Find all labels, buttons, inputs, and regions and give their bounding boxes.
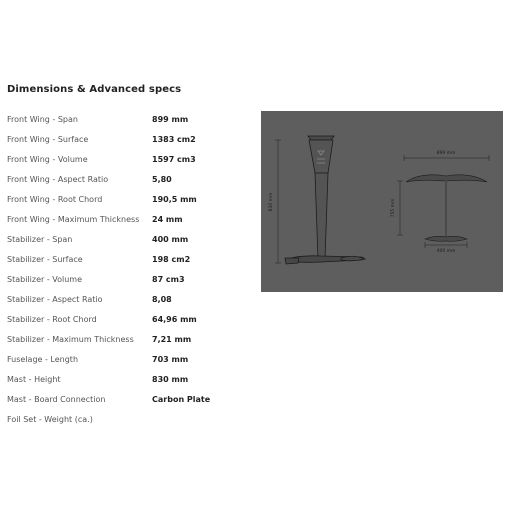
spec-value: 87 cm3 [152,275,185,284]
spec-row [7,130,247,150]
spec-label: Stabilizer - Aspect Ratio [7,295,103,304]
spec-row [7,330,247,350]
mast-head [309,140,333,173]
spec-label: Front Wing - Span [7,115,78,124]
spec-row [7,170,247,190]
spec-row [7,310,247,330]
spec-value: 899 mm [152,115,189,124]
mast-top-plate [308,136,334,140]
spec-label: Front Wing - Maximum Thickness [7,215,140,224]
spec-label: Stabilizer - Span [7,235,73,244]
spec-value: 7,21 mm [152,335,192,344]
spec-label: Front Wing - Volume [7,155,88,164]
spec-value: 8,08 [152,295,172,304]
spec-label: Front Wing - Surface [7,135,89,144]
spec-label: Fuselage - Length [7,355,79,364]
front-view [397,155,489,248]
spec-value: 1597 cm3 [152,155,196,164]
spec-value: 190,5 mm [152,195,197,204]
spec-row [7,410,247,430]
mast-front [445,180,447,240]
side-view [275,136,365,264]
spec-label: Front Wing - Aspect Ratio [7,175,109,184]
spec-row [7,270,247,290]
spec-value: 703 mm [152,355,189,364]
spec-value: 830 mm [152,375,189,384]
front-wing-span-label: 899 mm [436,151,456,156]
stabilizer-front [425,236,467,241]
spec-value: 64,96 mm [152,315,197,324]
spec-row [7,230,247,250]
spec-label: Mast - Board Connection [7,395,106,404]
spec-row [7,350,247,370]
section-title: Dimensions & Advanced specs [7,84,182,95]
spec-row [7,390,247,410]
spec-label: Mast - Height [7,375,61,384]
spec-value: 1383 cm2 [152,135,196,144]
mast [315,173,328,259]
front-height-label: 755 mm [391,198,396,218]
spec-row [7,290,247,310]
spec-row [7,150,247,170]
spec-label: Stabilizer - Root Chord [7,315,97,324]
spec-value: Carbon Plate [152,395,211,404]
stabilizer-side [285,258,299,264]
specs-list [7,110,247,430]
spec-label: Stabilizer - Volume [7,275,82,284]
stabilizer-span-label: 400 mm [436,249,456,254]
spec-row [7,110,247,130]
spec-label: Foil Set - Weight (ca.) [7,415,93,424]
spec-value: 24 mm [152,215,183,224]
foil-diagram [261,111,503,292]
spec-value: 400 mm [152,235,189,244]
spec-label: Stabilizer - Maximum Thickness [7,335,134,344]
mast-height-label: 830 mm [269,192,274,212]
spec-label: Front Wing - Root Chord [7,195,103,204]
spec-row [7,370,247,390]
spec-row [7,210,247,230]
spec-label: Stabilizer - Surface [7,255,83,264]
foil-diagram-panel [261,111,503,292]
spec-row [7,250,247,270]
spec-value: 198 cm2 [152,255,191,264]
spec-row [7,190,247,210]
spec-value: 5,80 [152,175,172,184]
